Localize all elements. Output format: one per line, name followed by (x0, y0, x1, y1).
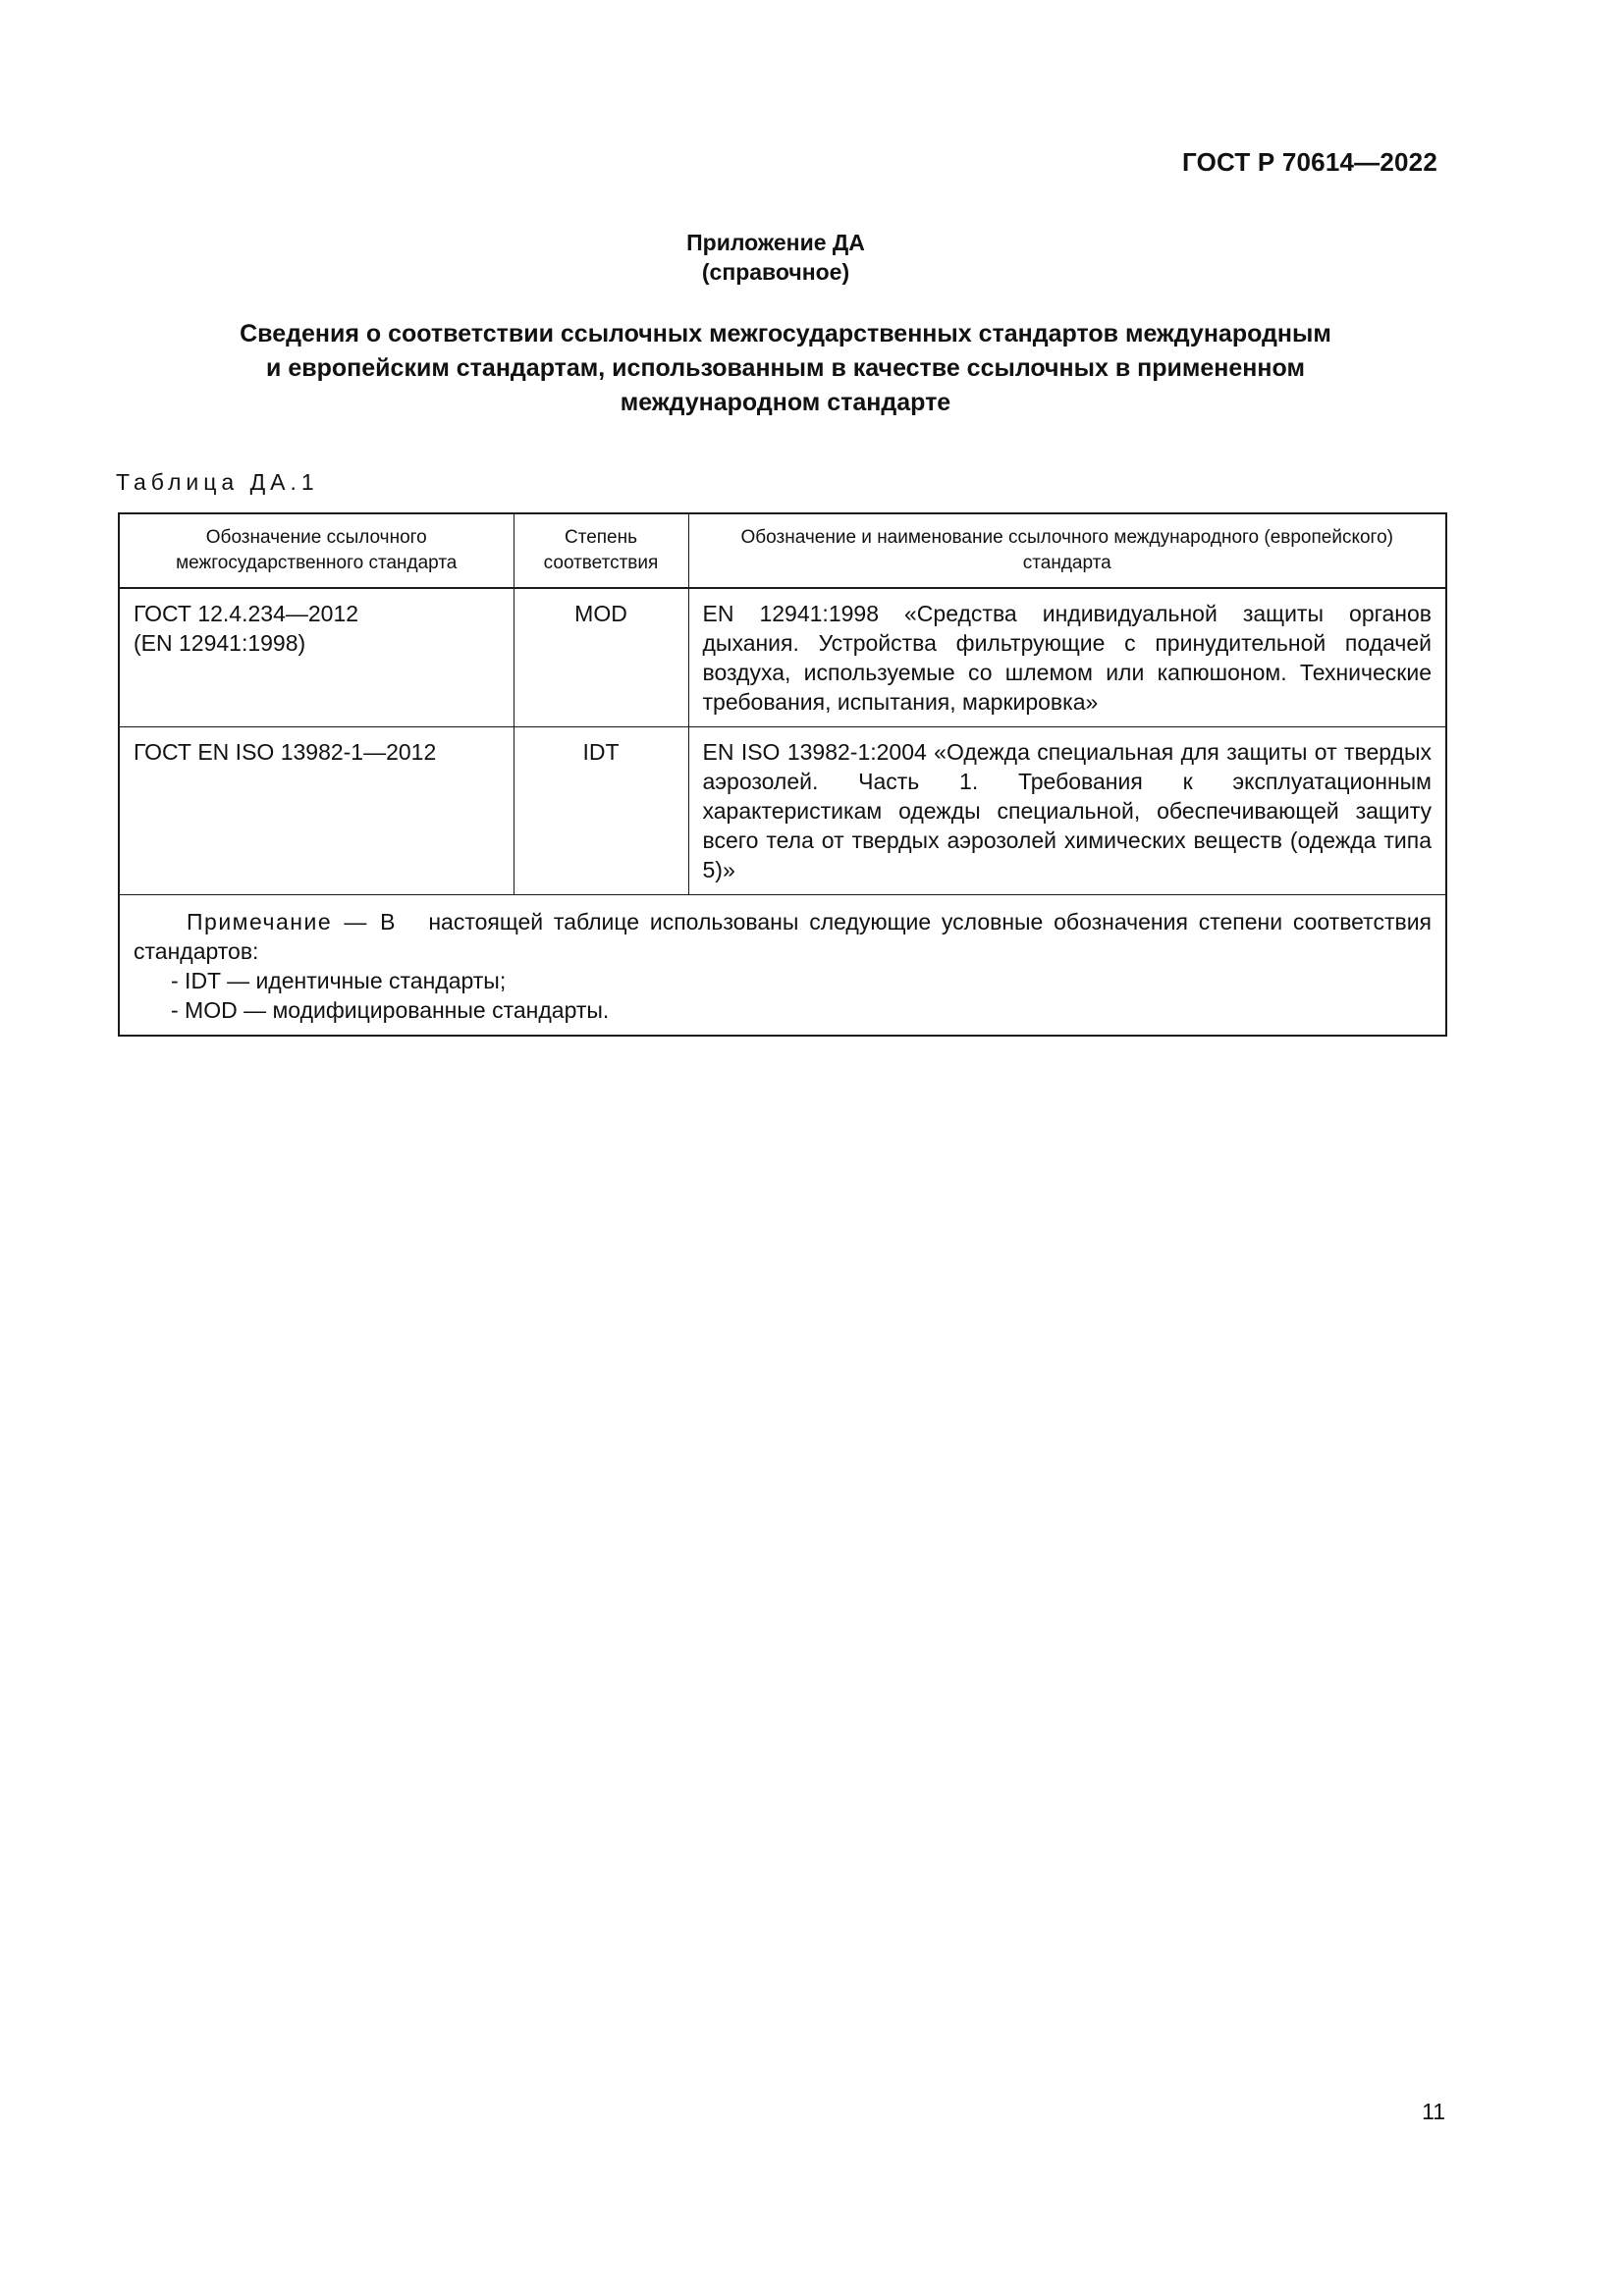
cell-degree: IDT (514, 727, 688, 895)
table-container (118, 512, 1445, 1037)
cell-degree: MOD (514, 588, 688, 727)
page-number: 11 (1422, 2099, 1445, 2124)
section-title-line: Сведения о соответствии ссылочных межгосударственных стандартов международным (240, 320, 1331, 347)
table-note-row (119, 895, 1446, 1037)
cell-description: EN ISO 13982-1:2004 «Одежда специальная для защиты от твердых аэрозолей. Часть 1. Требования к эксплуатационным характеристикам одежды специальной, обеспечивающей защиту всего тела от твердых аэрозолей химических веществ (одежда типа 5)» (688, 727, 1446, 895)
note-paragraph (134, 907, 1432, 966)
appendix-title: Приложение ДА (686, 230, 865, 255)
table-note (119, 895, 1446, 1037)
table-header-row (119, 513, 1446, 588)
appendix-heading (0, 228, 1551, 287)
cell-standard-code (119, 727, 514, 895)
table-caption: Таблица ДА.1 (116, 469, 319, 495)
section-title (128, 317, 1443, 420)
table-row (119, 588, 1446, 727)
note-text: настоящей таблице использованы следующие условные обозначения степени соответствия стандартов: (134, 909, 1433, 964)
cell-standard-code (119, 588, 514, 727)
note-item: - MOD — модифицированные стандарты. (171, 997, 610, 1023)
appendix-subtitle: (справочное) (701, 259, 850, 285)
header-degree: Степень соответствия (514, 513, 688, 588)
document-number: ГОСТ Р 70614—2022 (1182, 147, 1437, 177)
header-interstate-standard: Обозначение ссылочного межгосударственного стандарта (119, 513, 514, 588)
section-title-line: и европейским стандартам, использованным в качестве ссылочных в примененном (266, 354, 1305, 382)
table-row (119, 727, 1446, 895)
standard-code-line: ГОСТ EN ISO 13982-1—2012 (134, 739, 437, 765)
header-international-standard: Обозначение и наименование ссылочного международного (европейского) стандарта (688, 513, 1446, 588)
cell-description: EN 12941:1998 «Средства индивидуальной защиты органов дыхания. Устройства фильтрующие с принудительной подачей воздуха, используемые со шлемом или капюшоном. Технические требования, испытания, маркировка» (688, 588, 1446, 727)
standards-table (118, 512, 1447, 1037)
note-item: - IDT — идентичные стандарты; (171, 968, 507, 993)
note-lead: Примечание — В (187, 909, 398, 934)
section-title-line: международном стандарте (620, 389, 951, 416)
standard-code-line: (EN 12941:1998) (134, 630, 306, 656)
standard-code-line: ГОСТ 12.4.234—2012 (134, 601, 359, 626)
